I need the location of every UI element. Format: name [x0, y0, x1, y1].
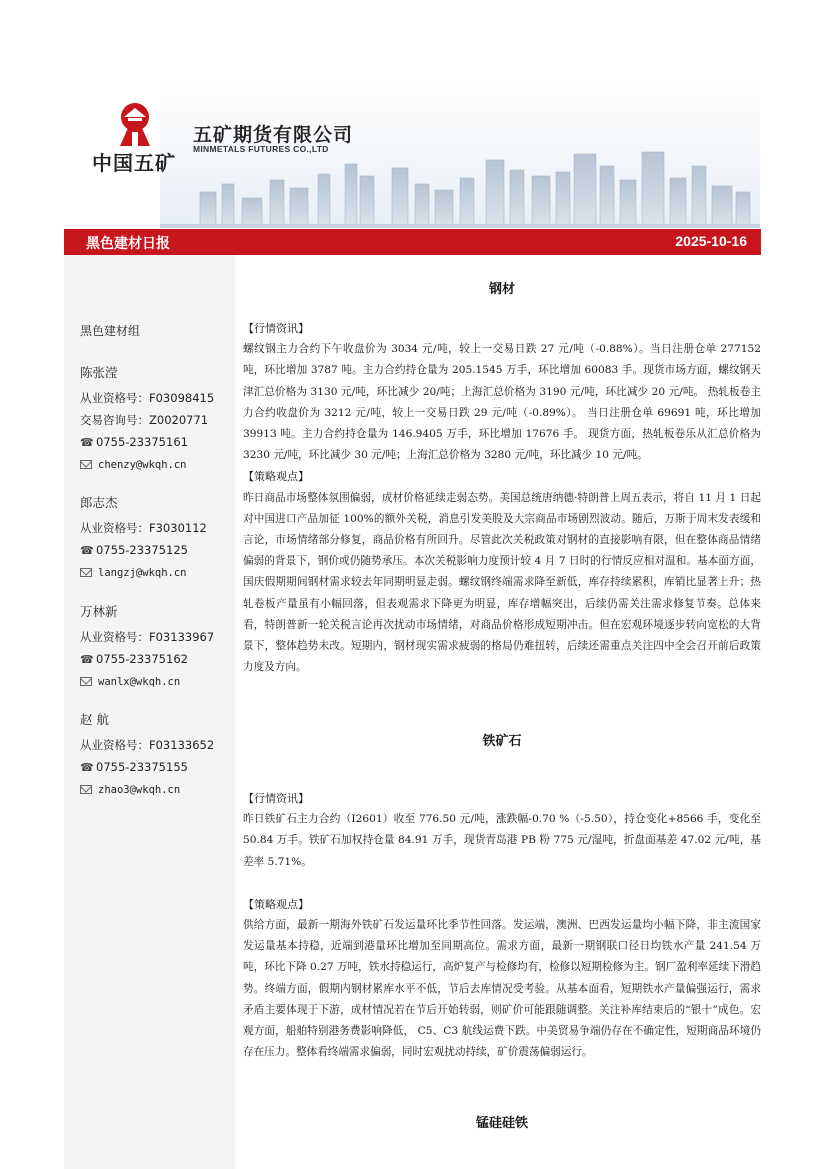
email-row [80, 453, 214, 475]
minmetals-logo-icon [114, 100, 156, 146]
strategy-view-tag: 【策略观点】 [243, 897, 309, 911]
phone-icon: ☎ [80, 653, 94, 666]
strategy-view-tag: 【策略观点】 [243, 470, 309, 484]
email-row [80, 670, 214, 692]
report-title: 黑色建材日报 [86, 236, 170, 252]
phone-number: 0755-23375125 [96, 543, 188, 557]
steel-market-info: 螺纹钢主力合约下午收盘价为 3034 元/吨，较上一交易日跌 27 元/吨（-0.88%）。当日注册仓单 277152 吨，环比增加 3787 吨。主力合约持仓量为 205.1545 万手，环比增加 60083 手。现货市场方面，螺纹钢天津汇总价格为 3130 元/吨，环比减少 20/吨；上海汇总价格为 3190 元/吨，环比减少 20 元/吨。 热轧板卷主力合约收盘价为 3212 元/吨，较上一交易日跌 29 元/吨（-0.89%）。 当日注册仓单 69691 吨，环比增加 39913 吨。主力合约持仓量为 146.9405 万手，环比增加 17676 手。 现货方面，热轧板卷乐从汇总价格为 3230 元/吨，环比减少 30 元/吨；上海汇总价格为 3280 元/吨，环比减少 10 元/吨。 [243, 343, 761, 462]
market-info-tag: 【行情资讯】 [243, 792, 309, 805]
phone-row [80, 756, 214, 778]
email-icon [80, 677, 92, 686]
phone-number: 0755-23375155 [96, 760, 188, 774]
license-number: 从业资格号：F3030112 [80, 521, 207, 535]
team-name: 黑色建材组 [80, 324, 141, 338]
phone-icon: ☎ [80, 436, 94, 449]
email-icon [80, 785, 92, 794]
section-title-silicon: 锰硅硅铁 [475, 1116, 528, 1131]
email-icon [80, 460, 92, 469]
analyst-name: 陈张滢 [80, 365, 118, 380]
market-info-tag: 【行情资讯】 [243, 322, 309, 335]
brand-name: 中国五矿 [92, 151, 176, 175]
company-name-cn: 五矿期货有限公司 [193, 124, 354, 146]
analyst-name: 万林新 [80, 604, 118, 619]
report-header [0, 0, 826, 228]
email-icon [80, 568, 92, 577]
license-number: 从业资格号：F03133967 [80, 630, 215, 644]
email-link[interactable]: chenzy@wkqh.cn [98, 459, 187, 471]
iron-ore-section-body [243, 788, 761, 1063]
section-title-iron-ore: 铁矿石 [482, 734, 522, 749]
phone-icon: ☎ [80, 544, 94, 557]
phone-row [80, 539, 207, 561]
consult-number: 交易咨询号：Z0020771 [80, 413, 209, 427]
company-name-en: MINMETALS FUTURES CO.,LTD [193, 144, 329, 154]
analyst-card [80, 494, 207, 583]
analyst-card [80, 603, 214, 692]
city-skyline-image [160, 80, 760, 228]
analyst-name: 赵 航 [80, 712, 109, 727]
steel-strategy-view: 昨日商品市场整体氛围偏弱，成材价格延续走弱态势。美国总统唐纳德·特朗普上周五表示，将自 11 月 1 日起对中国进口产品加征 100%的额外关税，消息引发美股及大宗商品市场剧烈波动。随后，万斯于周末发表缓和言论，市场情绪部分修复，商品价格有所回升。尽管此次关税政策对钢材的直接影响有限，但在整体商品情绪偏弱的背景下，钢价或仍随势承压。本次关税影响力度预计较 4 月 7 日时的行情反应相对温和。基本面方面，国庆假期期间钢材需求较去年同期明显走弱。螺纹钢终端需求降至新低，库存持续累积，库销比显著上升；热轧卷板产量虽有小幅回落，但表观需求下降更为明显，库存增幅突出，后续仍需关注需求修复节奏。总体来看，特朗普新一轮关税言论再次扰动市场情绪，对商品价格形成短期冲击。但在宏观环境逐步转向宽松的大背景下，整体趋势未改。短期内，钢材现实需求疲弱的格局仍难扭转，后续还需重点关注四中全会召开前后政策力度及方向。 [243, 491, 761, 674]
license-number: 从业资格号：F03098415 [80, 391, 215, 405]
iron-ore-market-info: 昨日铁矿石主力合约（I2601）收至 776.50 元/吨，涨跌幅-0.70 %（-5.50），持仓变化+8566 手，变化至 50.84 万手。铁矿石加权持仓量 84.91 万手，现货青岛港 PB 粉 775 元/湿吨，折盘面基差 47.02 元/吨，基差率 5.71%。 [243, 813, 761, 868]
phone-number: 0755-23375161 [96, 435, 188, 449]
phone-icon: ☎ [80, 761, 94, 774]
analyst-card [80, 364, 214, 475]
phone-number: 0755-23375162 [96, 652, 188, 666]
email-link[interactable]: zhao3@wkqh.cn [98, 784, 181, 796]
email-link[interactable]: wanlx@wkqh.cn [98, 676, 181, 688]
phone-row [80, 431, 214, 453]
license-number: 从业资格号：F03133652 [80, 738, 215, 752]
iron-ore-strategy-view: 供给方面，最新一期海外铁矿石发运量环比季节性回落。发运端，澳洲、巴西发运量均小幅下降，非主流国家发运量基本持稳，近端到港量环比增加至同期高位。需求方面，最新一期钢联口径日均铁水产量 241.54 万吨，环比下降 0.27 万吨，铁水持稳运行，高炉复产与检修均有，检修以短期检修为主。钢厂盈利率延续下滑趋势。终端方面，假期内钢材累库水平不低，节后去库情况受考验。从基本面看，短期铁水产量偏强运行，需求矛盾主要体现于下游，成材情况若在节后开始转弱，则矿价可能跟随调整。关注补库结束后的“银十”成色。宏观方面，船舶特别港务费影响降低， C5、C3 航线运费下跌。中美贸易争端仍存在不确定性，短期商品环境仍存在压力。整体看终端需求偏弱，同时宏观扰动持续，矿价震荡偏弱运行。 [243, 919, 761, 1059]
analyst-name: 郎志杰 [80, 495, 118, 510]
steel-section-body [243, 318, 761, 678]
phone-row [80, 648, 214, 670]
email-row [80, 778, 214, 800]
email-row [80, 561, 207, 583]
report-date: 2025-10-16 [675, 233, 747, 249]
analyst-card [80, 711, 214, 800]
report-banner [64, 229, 761, 255]
section-title-steel: 钢材 [488, 282, 515, 297]
email-link[interactable]: langzj@wkqh.cn [98, 567, 187, 579]
